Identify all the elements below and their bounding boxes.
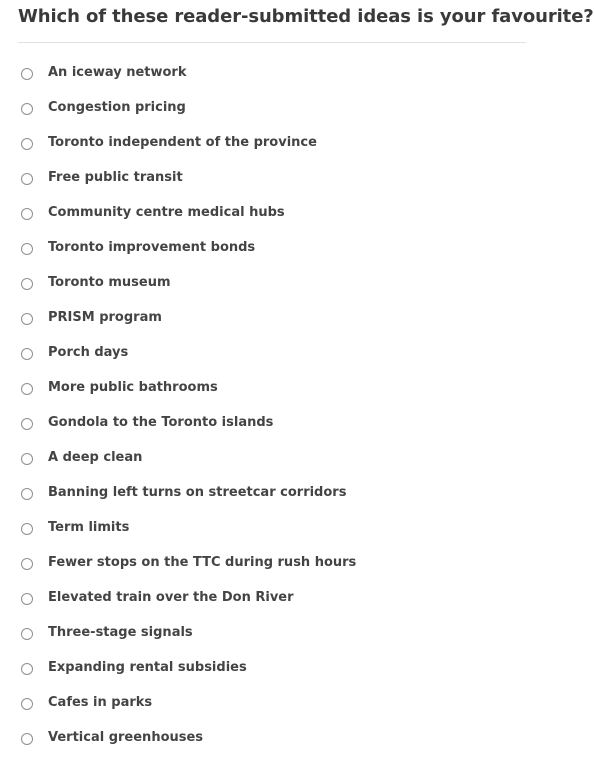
poll-option[interactable] — [0, 55, 526, 90]
poll-option[interactable] — [0, 580, 526, 615]
option-label: A deep clean — [48, 450, 143, 465]
radio-button[interactable] — [21, 418, 33, 430]
option-label: Vertical greenhouses — [48, 730, 204, 745]
radio-button[interactable] — [21, 488, 33, 500]
option-label: Term limits — [48, 520, 130, 535]
option-label: Expanding rental subsidies — [48, 660, 247, 675]
radio-button[interactable] — [21, 348, 33, 360]
poll-option[interactable] — [0, 125, 526, 160]
poll-option[interactable] — [0, 335, 526, 370]
radio-button[interactable] — [21, 593, 33, 605]
poll-option[interactable] — [0, 720, 526, 755]
poll-option[interactable] — [0, 475, 526, 510]
option-label: Free public transit — [48, 170, 183, 185]
poll-option[interactable] — [0, 90, 526, 125]
poll-option[interactable] — [0, 405, 526, 440]
poll-question: Which of these reader-submitted ideas is your favourite? — [18, 6, 594, 27]
divider — [18, 42, 526, 43]
radio-button[interactable] — [21, 453, 33, 465]
option-label: Toronto museum — [48, 275, 171, 290]
option-label: Toronto independent of the province — [48, 135, 317, 150]
radio-button[interactable] — [21, 278, 33, 290]
radio-button[interactable] — [21, 663, 33, 675]
option-label: Banning left turns on streetcar corridors — [48, 485, 347, 500]
option-label: An iceway network — [48, 65, 187, 80]
radio-button[interactable] — [21, 208, 33, 220]
poll-options-list — [0, 55, 526, 755]
poll-option[interactable] — [0, 265, 526, 300]
radio-button[interactable] — [21, 698, 33, 710]
option-label: PRISM program — [48, 310, 162, 325]
radio-button[interactable] — [21, 523, 33, 535]
poll-option[interactable] — [0, 370, 526, 405]
poll-option[interactable] — [0, 650, 526, 685]
radio-button[interactable] — [21, 243, 33, 255]
option-label: Community centre medical hubs — [48, 205, 285, 220]
option-label: Three-stage signals — [48, 625, 193, 640]
radio-button[interactable] — [21, 628, 33, 640]
radio-button[interactable] — [21, 173, 33, 185]
poll-option[interactable] — [0, 440, 526, 475]
radio-button[interactable] — [21, 138, 33, 150]
radio-button[interactable] — [21, 313, 33, 325]
poll-option[interactable] — [0, 685, 526, 720]
poll-option[interactable] — [0, 300, 526, 335]
option-label: Porch days — [48, 345, 129, 360]
option-label: Congestion pricing — [48, 100, 186, 115]
poll-option[interactable] — [0, 160, 526, 195]
poll-option[interactable] — [0, 545, 526, 580]
option-label: More public bathrooms — [48, 380, 218, 395]
radio-button[interactable] — [21, 733, 33, 745]
poll-option[interactable] — [0, 230, 526, 265]
option-label: Cafes in parks — [48, 695, 153, 710]
option-label: Gondola to the Toronto islands — [48, 415, 274, 430]
option-label: Elevated train over the Don River — [48, 590, 294, 605]
radio-button[interactable] — [21, 383, 33, 395]
radio-button[interactable] — [21, 68, 33, 80]
radio-button[interactable] — [21, 103, 33, 115]
option-label: Fewer stops on the TTC during rush hours — [48, 555, 357, 570]
poll-option[interactable] — [0, 615, 526, 650]
radio-button[interactable] — [21, 558, 33, 570]
poll-option[interactable] — [0, 510, 526, 545]
poll-option[interactable] — [0, 195, 526, 230]
option-label: Toronto improvement bonds — [48, 240, 256, 255]
